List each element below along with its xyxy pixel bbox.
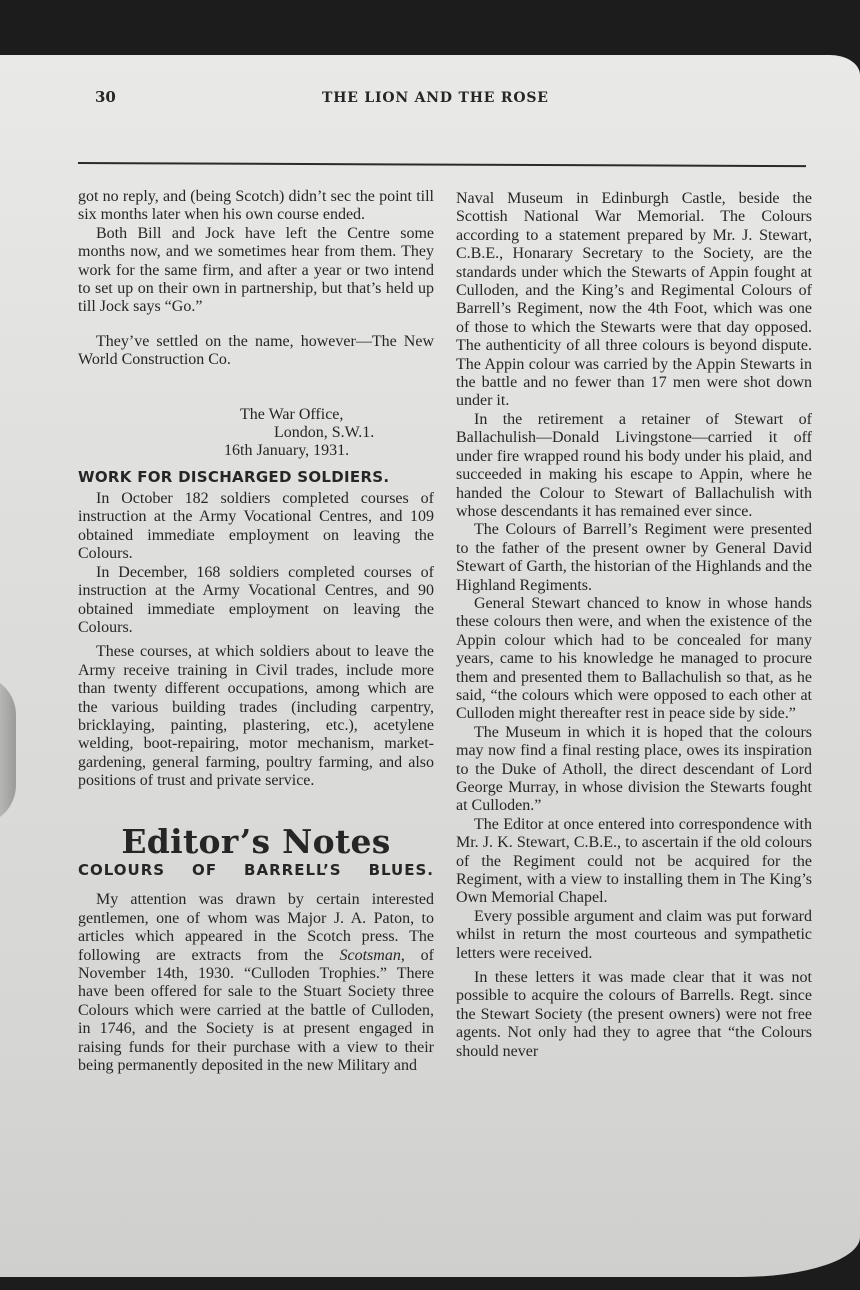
text: , of November 14th, 1930. “Culloden Trophies.” There have been offered for sale to the Stuart Society three Colours which were carried at the battle of Culloden, in 1746, and the Society is at present engaged in raising funds for their purchase with a view to their being permanently deposited in the new Military and	[78, 946, 435, 1075]
paragraph: Naval Museum in Edinburgh Castle, beside the Scottish National War Memorial. The Colours according to a statement prepared by Mr. J. Stewart, C.B.E., Honarary Secretary to the Society, are the standards under which the Stewarts of Appin fought at Culloden, and the King’s and Regimental Colours of Barrell’s Regiment, now the 4th Foot, which was one of those to which the Stewarts were that day opposed. The authenticity of all three colours is beyond dispute. The Appin colour was carried by the Appin Stewarts in the battle and no fewer than 17 men were shot down under it.	[456, 190, 812, 410]
section-heading: WORK FOR DISCHARGED SOLDIERS.	[78, 467, 390, 486]
running-title: THE LION AND THE ROSE	[322, 90, 549, 106]
paragraph: got no reply, and (being Scotch) didn’t sec the point till six months later when his own course ended.	[78, 188, 434, 224]
text: My attention was drawn by certain interested gentlemen, one of whom was Major J. A. Paton, to articles which appeared in the Scotch press. The following are extracts from the	[78, 891, 434, 964]
paragraph	[78, 891, 434, 1075]
paragraph: The Colours of Barrell’s Regiment were presented to the father of the present owner by General David Stewart of Garth, the historian of the Highlands and the Highland Regiments.	[456, 521, 812, 594]
signature-block	[78, 406, 434, 460]
thumb-shadow	[0, 675, 16, 825]
paragraph: Every possible argument and claim was put forward whilst in return the most courteous and sympathetic letters were received.	[456, 907, 812, 962]
paragraph: In December, 168 soldiers completed courses of instruction at the Army Vocational Centres, and 90 obtained immediate employment on leaving the Colours.	[78, 563, 434, 636]
paragraph: Both Bill and Jock have left the Centre some months now, and we sometimes hear from them. They work for the same firm, and after a year or two intend to set up on their own in partnership, but that’s held up till Jock says “Go.”	[78, 224, 434, 316]
paragraph: They’ve settled on the name, however—The New World Construction Co.	[78, 332, 434, 369]
editors-notes-heading: Editor’s Notes	[121, 821, 391, 861]
paragraph: In these letters it was made clear that it was not possible to acquire the colours of Barrells. Regt. since the Stewart Society (the present owners) were not free agents. Not only had they to agree that “the Colours should never	[456, 969, 812, 1060]
paragraph: The Museum in which it is hoped that the colours may now find a final resting place, owes its inspiration to the Duke of Atholl, the direct descendant of Lord George Murray, in whose division the Stewarts fought at Culloden.”	[456, 723, 812, 815]
newspaper-title: Scotsman	[339, 946, 401, 964]
paragraph: The Editor at once entered into correspondence with Mr. J. K. Stewart, C.B.E., to ascertain if the old colours of the Regiment could not be acquired for the Regiment, with a view to installing them in The King’s Own Memorial Chapel.	[456, 815, 812, 907]
paragraph: In the retirement a retainer of Stewart of Ballachulish—Donald Livingstone—carried it off under fire wrapped round his body under his plaid, and succeeded in making his escape to Appin, where he handed the Colour to Stewart of Ballachulish with whose descendants it has remained ever since.	[456, 410, 812, 520]
paragraph: General Stewart chanced to know in whose hands these colours then were, and when the existence of the Appin colour which had to be concealed for many years, came to his knowledge he managed to procure them and presented them to Ballachulish so that, as he said, “the colours which were opposed to each other at Culloden might thereafter rest in peace side by side.”	[456, 594, 812, 723]
running-header	[95, 88, 805, 112]
signature-line: 16th January, 1931.	[224, 441, 350, 459]
section-heading: COLOURS OF BARRELL’S BLUES.	[78, 860, 434, 879]
page-number: 30	[95, 88, 116, 106]
right-column	[456, 190, 812, 1061]
paragraph: In October 182 soldiers completed courses of instruction at the Army Vocational Centres, and 109 obtained immediate employment on leaving the Colours.	[78, 490, 434, 563]
signature-line: London, S.W.1.	[274, 423, 375, 441]
signature-line: The War Office,	[240, 405, 344, 423]
left-column	[78, 188, 434, 1075]
paragraph: These courses, at which soldiers about to leave the Army receive training in Civil trades, include more than twenty different occupations, among which are the various building trades (including carpentry, bricklaying, painting, plastering, etc.), acetylene welding, boot-repairing, motor mechanism, market-gardening, general farming, poultry farming, and also positions of trust and private service.	[78, 643, 434, 790]
